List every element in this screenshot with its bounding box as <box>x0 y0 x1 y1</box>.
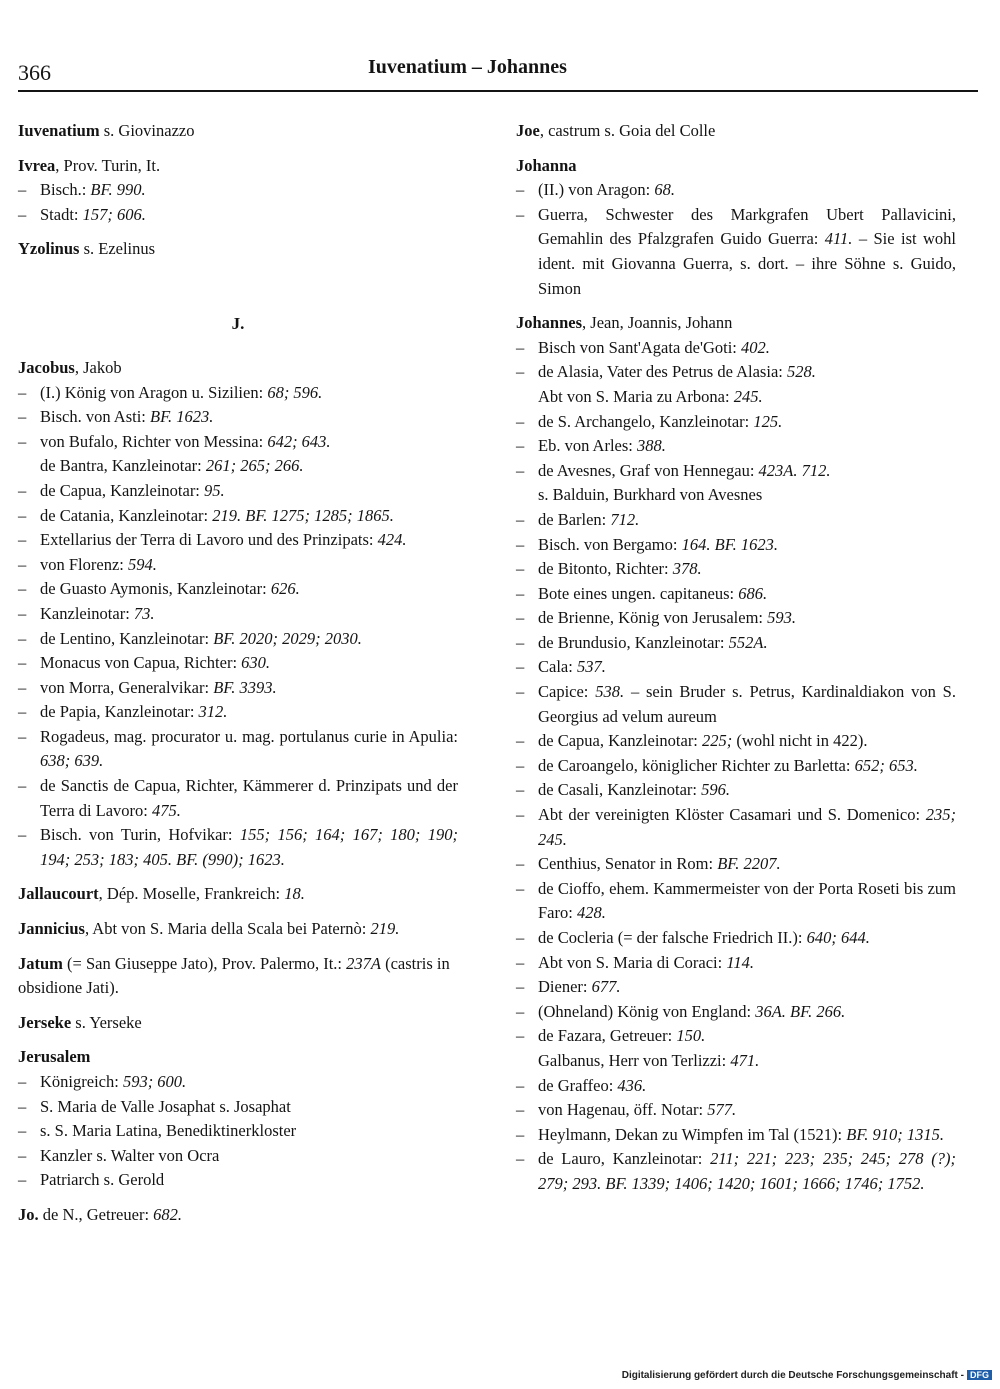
left-column-entries-bottom <box>18 356 458 1228</box>
subentry-dash: – <box>516 509 525 529</box>
entry-note: (castris in obsidione Jati). <box>18 953 450 998</box>
subentry-text: de Brundusio, Kanzleinotar: <box>538 632 729 652</box>
subentry-note: (wohl nicht in 422). <box>732 731 868 751</box>
subentry-reference: 68; 596. <box>267 382 323 402</box>
subentry-dash: – <box>18 180 27 200</box>
subentry <box>18 774 458 823</box>
subentry-text: Heylmann, Dekan zu Wimpfen im Tal (1521): <box>538 1124 847 1144</box>
subentry-dash: – <box>18 1096 27 1116</box>
subentry-text: Bisch.: <box>40 180 91 200</box>
subentry-dash: – <box>18 382 27 402</box>
subentry <box>516 203 956 301</box>
subentry-reference: 423A. 712. <box>758 460 831 480</box>
subentry-reference: 640; 644. <box>806 928 870 947</box>
index-entry <box>18 154 458 228</box>
subentry <box>516 459 956 484</box>
subentry-reference: 594. <box>128 554 157 574</box>
subentry-text: von Hagenau, öff. Notar: <box>538 1100 708 1120</box>
entry-headword: Johanna <box>516 155 577 175</box>
subentry-text: de Alasia, Vater des Petrus de Alasia: <box>538 362 787 382</box>
subentry-text: Bisch von Sant'Agata de'Goti: <box>538 337 742 357</box>
footer-text: Digitalisierung gefördert durch die Deutsche Forschungsgemeinschaft - <box>621 1370 964 1381</box>
subentry-text: de Fazara, Getreuer: <box>538 1026 677 1046</box>
subentry-dash: – <box>516 977 525 997</box>
index-entry <box>18 952 458 1001</box>
subentry-text: Monacus von Capua, Richter: <box>40 653 242 673</box>
right-column <box>516 119 956 1207</box>
entry-head <box>516 154 956 179</box>
subentry-dash: – <box>516 460 525 480</box>
subentry <box>516 951 956 976</box>
subentry-dash: – <box>516 337 525 357</box>
subentry <box>516 434 956 459</box>
subentry-dash: – <box>18 431 27 451</box>
subentry <box>18 602 458 627</box>
subentry-reference: 36A. BF. 266. <box>755 1001 846 1021</box>
subentry-reference: 114. <box>726 952 755 972</box>
left-column <box>18 119 458 1238</box>
entry-head <box>516 119 956 144</box>
entry-headword: Jallaucourt <box>18 884 99 904</box>
subentry-reference: 219. BF. 1275; 1285; 1865. <box>212 505 394 525</box>
subentry <box>18 1168 458 1193</box>
entry-text: s. Giovinazzo <box>99 121 195 140</box>
subentry-dash: – <box>18 407 27 427</box>
subentry-note: – Sie ist wohl ident. mit Giovanna Guerra, s. dort. – ihre Söhne s. Guido, Simon <box>538 229 956 298</box>
entry-head <box>18 917 458 942</box>
subentry-reference: 164. BF. 1623. <box>681 534 779 554</box>
subentry-text: de Sanctis de Capua, Richter, Kämmerer d. Prinzipats und der Terra di Lavoro: <box>40 776 458 820</box>
subentry <box>516 926 956 951</box>
subentry-text: Patriarch s. Gerold <box>40 1170 165 1190</box>
subentry-reference: 638; 639. <box>40 751 104 771</box>
subentry-dash: – <box>516 1124 525 1144</box>
subentry-text: de Cocleria (= der falsche Friedrich II.): <box>538 928 807 947</box>
dfg-logo: DFG <box>967 1370 992 1380</box>
entry-text: (= San Giuseppe Jato), Prov. Palermo, It.: <box>62 953 347 973</box>
subentry-text: de Cioffo, ehem. Kammermeister von der Porta Roseti bis zum Faro: <box>538 878 956 923</box>
subentry-dash: – <box>516 436 525 456</box>
subentry-reference: 593. <box>767 608 796 628</box>
footer-credit <box>622 1370 992 1381</box>
subentry-text: Capice: <box>538 682 596 702</box>
entry-text: , Abt von S. Maria della Scala bei Paternò: <box>84 919 371 939</box>
subentry-reference: 155; 156; 164; 167; 180; 190; 194; 253; 183; 405. BF. (990); 1623. <box>40 825 459 869</box>
subentry-reference: 626. <box>270 579 300 599</box>
subentry-continuation <box>516 1049 956 1074</box>
subentry-dash: – <box>516 805 525 825</box>
entry-headword: Jacobus <box>18 357 75 377</box>
subentry-dash: – <box>516 1026 525 1046</box>
subentry-text: Bisch. von Asti: <box>40 407 151 427</box>
subentry-reference: 261; 265; 266. <box>205 456 304 476</box>
subentry-dash: – <box>516 1149 525 1169</box>
subentry-dash: – <box>516 559 525 579</box>
subentry-text: Extellarius der Terra di Lavoro und des Prinzipats: <box>40 530 378 550</box>
index-entry <box>516 119 956 144</box>
subentry-text: (II.) von Aragon: <box>538 180 655 200</box>
subentry-text: de Caroangelo, königlicher Richter zu Barletta: <box>538 755 855 775</box>
subentry-text: Kanzleinotar: <box>40 603 134 623</box>
subentry <box>516 606 956 631</box>
subentry-text: de Lentino, Kanzleinotar: <box>40 628 214 648</box>
subentry-reference: 157; 606. <box>82 204 146 224</box>
entry-headword: Jerseke <box>18 1012 72 1032</box>
subentry-dash: – <box>18 702 27 722</box>
subentry-dash: – <box>516 657 525 677</box>
subentry-text: de Papia, Kanzleinotar: <box>40 702 199 722</box>
subentry-dash: – <box>18 480 27 500</box>
subentry-reference: BF. 2020; 2029; 2030. <box>213 628 362 648</box>
page-number: 366 <box>18 60 51 85</box>
running-title: Iuvenatium – Johannes <box>368 56 567 78</box>
entry-head <box>18 882 458 907</box>
subentry-reference: 642; 643. <box>267 431 331 451</box>
entry-text: , Prov. Turin, It. <box>55 155 161 175</box>
subentry-reference: 475. <box>152 800 181 820</box>
subentry-text: von Bufalo, Richter von Messina: <box>40 431 268 451</box>
section-letter: J. <box>231 313 245 333</box>
entry-head <box>18 1045 458 1070</box>
subentry-continuation <box>516 483 956 508</box>
subentry <box>18 178 458 203</box>
subentry-dash: – <box>18 677 27 697</box>
subentry-dash: – <box>18 505 27 525</box>
subentry-reference: 538. <box>595 682 625 702</box>
subentry-text: de Casali, Kanzleinotar: <box>538 780 702 800</box>
entry-reference: 18. <box>284 884 305 904</box>
subentry-reference: 593; 600. <box>122 1072 187 1091</box>
subentry-dash: – <box>516 411 525 431</box>
subentry <box>18 823 458 872</box>
entry-head <box>18 952 458 1001</box>
subentry-reference: 471. <box>730 1050 760 1070</box>
subentry <box>516 877 956 926</box>
subentry <box>18 1070 458 1095</box>
subentry-reference: 652; 653. <box>854 755 918 775</box>
subentry-dash: – <box>516 878 525 898</box>
subentry-dash: – <box>516 928 525 947</box>
subentry-dash: – <box>516 1100 525 1120</box>
entry-reference: 219. <box>370 919 400 939</box>
subentry <box>18 577 458 602</box>
subentry <box>18 553 458 578</box>
subentry-dash: – <box>18 825 27 845</box>
subentry <box>516 803 956 852</box>
subentry <box>516 778 956 803</box>
subentry-dash: – <box>516 731 525 751</box>
entry-headword: Johannes <box>516 313 583 333</box>
subentry-note: – sein Bruder s. Petrus, Kardinaldiakon von S. Georgius ad velum aureum <box>538 682 956 726</box>
subentry-text: de Bantra, Kanzleinotar: <box>40 456 206 476</box>
page-header <box>18 54 978 92</box>
subentry-reference: 428. <box>576 903 606 923</box>
subentry-text: Galbanus, Herr von Terlizzi: <box>538 1050 731 1070</box>
entry-headword: Ivrea <box>18 155 56 175</box>
subentry-text: s. Balduin, Burkhard von Avesnes <box>538 485 763 505</box>
subentry-reference: 95. <box>204 480 225 500</box>
subentry <box>18 651 458 676</box>
index-entry <box>18 356 458 872</box>
subentry-dash: – <box>516 362 525 382</box>
subentry-dash: – <box>516 534 525 554</box>
index-entry <box>18 119 458 144</box>
entry-headword: Jatum <box>18 953 63 973</box>
subentry <box>516 729 956 754</box>
entry-head <box>18 237 458 262</box>
entry-text: s. Ezelinus <box>79 239 156 259</box>
subentry <box>516 410 956 435</box>
subentry-text: de Bitonto, Richter: <box>538 559 673 579</box>
subentry-text: Abt von S. Maria zu Arbona: <box>538 386 734 406</box>
subentry-dash: – <box>516 204 525 224</box>
subentry-dash: – <box>516 780 525 800</box>
subentry-text: de Avesnes, Graf von Hennegau: <box>538 460 759 480</box>
subentry <box>516 655 956 680</box>
subentry <box>18 430 458 455</box>
subentry-reference: 235; 245. <box>538 805 956 849</box>
subentry-dash: – <box>18 1072 27 1091</box>
subentry-dash: – <box>516 755 525 775</box>
subentry <box>516 1000 956 1025</box>
entry-head <box>516 311 956 336</box>
subentry <box>516 754 956 779</box>
subentry-text: de Graffeo: <box>538 1075 618 1095</box>
subentry <box>18 700 458 725</box>
subentry-reference: BF. 990. <box>90 180 146 200</box>
subentry <box>516 178 956 203</box>
subentry-dash: – <box>18 579 27 599</box>
left-column-entries-top <box>18 119 458 262</box>
subentry-text: Bisch. von Turin, Hofvikar: <box>40 825 240 845</box>
subentry <box>516 1024 956 1049</box>
subentry-text: de Capua, Kanzleinotar: <box>40 480 205 500</box>
subentry-reference: 712. <box>610 509 640 529</box>
subentry-dash: – <box>516 1001 525 1021</box>
subentry-dash: – <box>516 583 525 603</box>
subentry-dash: – <box>18 653 27 673</box>
entry-head <box>18 119 458 144</box>
subentry-text: de Capua, Kanzleinotar: <box>538 731 703 751</box>
subentry-text: Cala: <box>538 657 577 677</box>
entry-reference: 682. <box>153 1204 183 1224</box>
subentry-text: Guerra, Schwester des Markgrafen Ubert Pallavicini, Gemahlin des Pfalzgrafen Guido Guerra: <box>538 204 956 249</box>
subentry-reference: 411. <box>824 229 853 249</box>
subentry-reference: BF. 910; 1315. <box>846 1124 945 1144</box>
entry-reference: 237A <box>346 953 381 973</box>
index-entry <box>18 882 458 907</box>
entry-head <box>18 1203 458 1228</box>
subentry <box>516 680 956 729</box>
subentry-text: de Lauro, Kanzleinotar: <box>538 1149 711 1169</box>
right-column-entries <box>516 119 956 1197</box>
subentry <box>18 676 458 701</box>
subentry-reference: BF. 1623. <box>150 407 214 427</box>
subentry-text: Bote eines ungen. capitaneus: <box>538 583 739 603</box>
index-entry <box>516 154 956 302</box>
index-entry <box>18 1203 458 1228</box>
subentry-reference: 552A. <box>728 632 768 652</box>
subentry-dash: – <box>516 952 525 972</box>
subentry-reference: 630. <box>241 653 271 673</box>
entry-headword: Yzolinus <box>18 239 80 259</box>
subentry-dash: – <box>18 530 27 550</box>
subentry-text: Diener: <box>538 977 592 997</box>
subentry-reference: 528. <box>786 362 816 382</box>
subentry-reference: 245. <box>733 386 763 406</box>
subentry-dash: – <box>18 1145 27 1165</box>
subentry-dash: – <box>18 204 27 224</box>
subentry-text: von Morra, Generalvikar: <box>40 677 214 697</box>
subentry-dash: – <box>18 1170 27 1190</box>
subentry-reference: BF. 2207. <box>717 854 781 874</box>
entry-text: , Jakob <box>74 357 122 377</box>
subentry-reference: 125. <box>753 411 783 431</box>
subentry-dash: – <box>18 1121 27 1141</box>
subentry-dash: – <box>18 776 27 796</box>
subentry <box>18 627 458 652</box>
subentry-text: Rogadeus, mag. procurator u. mag. portulanus curie in Apulia: <box>40 726 458 746</box>
subentry-text: Königreich: <box>40 1072 123 1091</box>
index-entry <box>18 917 458 942</box>
subentry-text: Abt von S. Maria di Coraci: <box>538 952 727 972</box>
subentry-dash: – <box>18 628 27 648</box>
subentry <box>516 360 956 385</box>
subentry-text: de Barlen: <box>538 509 611 529</box>
entry-head <box>18 1011 458 1036</box>
subentry-reference: 211; 221; 223; 235; 245; 278 (?); 279; 293. BF. 1339; 1406; 1420; 1601; 1666; 1746; 1752. <box>538 1149 957 1193</box>
subentry-dash: – <box>516 682 525 702</box>
subentry <box>516 852 956 877</box>
subentry <box>516 1123 956 1148</box>
subentry-continuation <box>18 454 458 479</box>
subentry-dash: – <box>516 854 525 874</box>
subentry-text: de Brienne, König von Jerusalem: <box>538 608 768 628</box>
entry-text: , Jean, Joannis, Johann <box>582 313 733 333</box>
entry-text: , castrum s. Goia del Colle <box>539 121 716 140</box>
subentry-reference: 537. <box>576 657 606 677</box>
subentry <box>516 631 956 656</box>
entry-headword: Jo. <box>18 1204 39 1224</box>
subentry-text: (Ohneland) König von England: <box>538 1001 756 1021</box>
subentry-reference: 73. <box>133 603 155 623</box>
subentry-text: Abt der vereinigten Klöster Casamari und S. Domenico: <box>538 805 926 825</box>
subentry <box>516 1074 956 1099</box>
subentry-dash: – <box>18 603 27 623</box>
subentry <box>18 1119 458 1144</box>
subentry-reference: 225; <box>702 731 733 751</box>
subentry-reference: 436. <box>617 1075 647 1095</box>
subentry <box>516 557 956 582</box>
subentry <box>18 381 458 406</box>
subentry <box>18 1144 458 1169</box>
subentry <box>18 725 458 774</box>
entry-text: de N., Getreuer: <box>38 1204 154 1224</box>
subentry <box>516 582 956 607</box>
subentry <box>18 1095 458 1120</box>
subentry <box>18 479 458 504</box>
subentry-reference: 150. <box>676 1026 706 1046</box>
subentry <box>18 504 458 529</box>
subentry-reference: 596. <box>701 780 730 800</box>
subentry-text: Kanzler s. Walter von Ocra <box>40 1145 220 1165</box>
subentry <box>18 528 458 553</box>
subentry-dash: – <box>516 1075 525 1095</box>
subentry-reference: 424. <box>377 530 407 550</box>
subentry-dash: – <box>18 726 27 746</box>
subentry-reference: 686. <box>738 583 768 603</box>
subentry <box>516 336 956 361</box>
subentry-reference: 402. <box>741 337 770 357</box>
entry-headword: Joe <box>516 121 540 140</box>
subentry <box>516 975 956 1000</box>
subentry-text: de Catania, Kanzleinotar: <box>40 505 213 525</box>
subentry <box>516 1098 956 1123</box>
entry-headword: Iuvenatium <box>18 121 100 140</box>
entry-text: s. Yerseke <box>71 1012 142 1032</box>
subentry <box>18 405 458 430</box>
index-entry <box>18 237 458 262</box>
subentry <box>516 508 956 533</box>
index-entry <box>516 311 956 1196</box>
subentry-text: s. S. Maria Latina, Benediktinerkloster <box>40 1121 297 1141</box>
entry-head <box>18 356 458 381</box>
index-entry <box>18 1011 458 1036</box>
subentry-dash: – <box>516 608 525 628</box>
subentry-text: von Florenz: <box>40 554 128 574</box>
subentry-text: Centhius, Senator in Rom: <box>538 854 718 874</box>
entry-headword: Jerusalem <box>18 1047 91 1067</box>
subentry-text: Bisch. von Bergamo: <box>538 534 682 554</box>
subentry-text: Stadt: <box>40 204 83 224</box>
subentry-reference: 677. <box>591 977 621 997</box>
subentry-text: de Guasto Aymonis, Kanzleinotar: <box>40 579 271 599</box>
entry-headword: Jannicius <box>18 919 85 939</box>
subentry-text: (I.) König von Aragon u. Sizilien: <box>40 382 268 402</box>
subentry <box>516 1147 956 1196</box>
subentry-text: Eb. von Arles: <box>538 436 637 456</box>
subentry-dash: – <box>516 632 525 652</box>
index-entry <box>18 1045 458 1193</box>
subentry-reference: BF. 3393. <box>213 677 277 697</box>
subentry-dash: – <box>516 180 525 200</box>
subentry-dash: – <box>18 554 27 574</box>
subentry-reference: 388. <box>637 436 666 456</box>
subentry <box>18 203 458 228</box>
subentry-reference: 312. <box>198 702 228 722</box>
subentry-continuation <box>516 385 956 410</box>
subentry-text: S. Maria de Valle Josaphat s. Josaphat <box>40 1096 291 1116</box>
entry-text: , Dép. Moselle, Frankreich: <box>98 884 285 904</box>
subentry-reference: 378. <box>672 559 702 579</box>
subentry-text: de S. Archangelo, Kanzleinotar: <box>538 411 754 431</box>
entry-head <box>18 154 458 179</box>
subentry-reference: 68. <box>654 180 676 200</box>
subentry-reference: 577. <box>707 1100 737 1120</box>
subentry <box>516 533 956 558</box>
